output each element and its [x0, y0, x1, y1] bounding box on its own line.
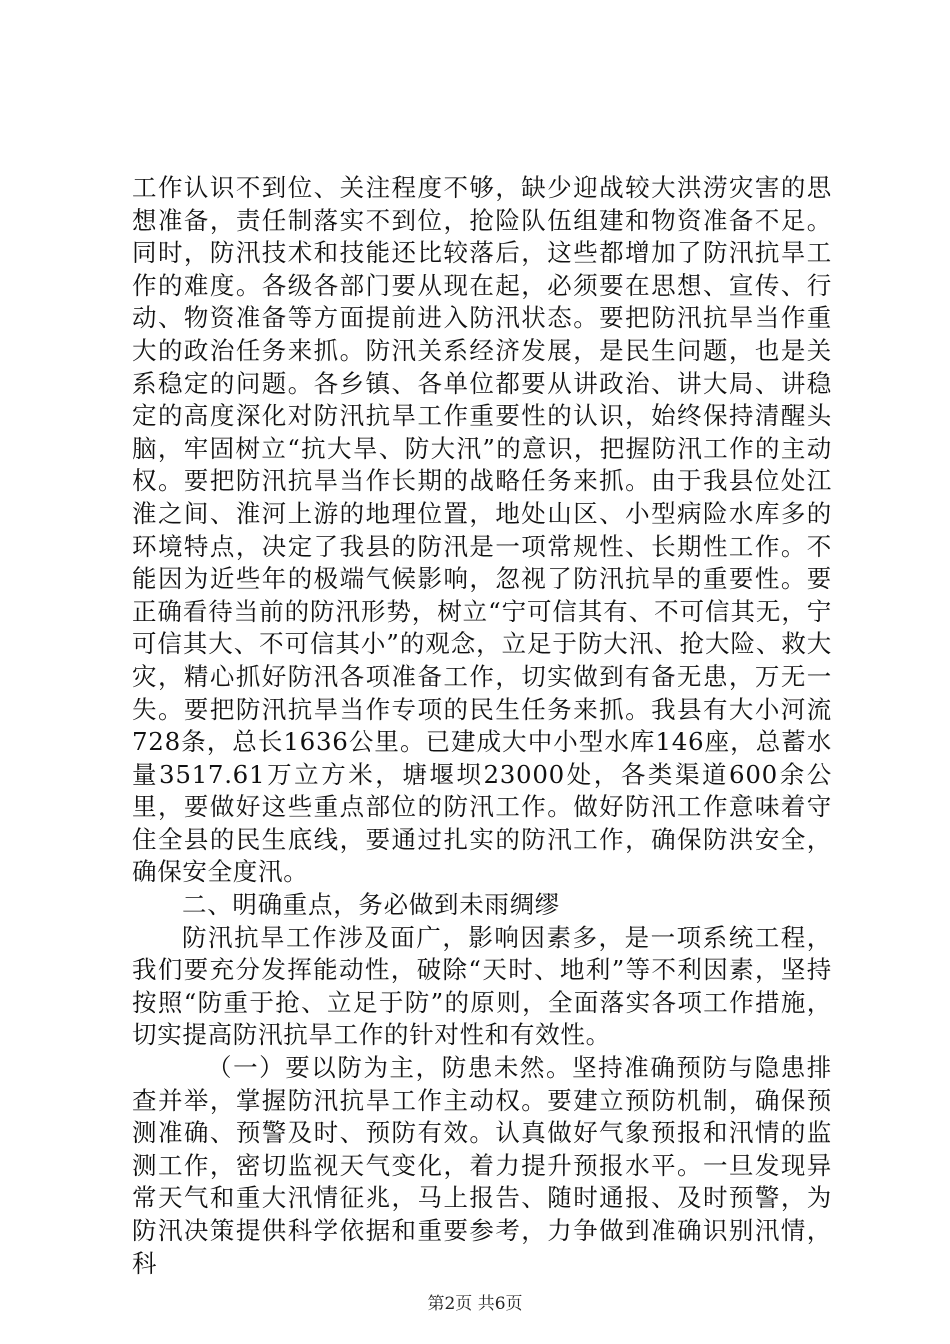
document-body: [132, 172, 832, 1280]
paragraph: （一）要以防为主，防患未然。坚持准确预防与隐患排查并举，掌握防汛抗旱工作主动权。要建立预防机制，确保预测准确、预警及时、预防有效。认真做好气象预报和汛情的监测工作，密切监视天气变化，着力提升预报水平。一旦发现异常天气和重大汛情征兆，马上报告、随时通报、及时预警，为防汛决策提供科学依据和重要参考，力争做到准确识别汛情，科: [132, 1053, 832, 1278]
paragraph: 防汛抗旱工作涉及面广，影响因素多，是一项系统工程，我们要充分发挥能动性，破除“天时、地利”等不利因素，坚持按照“防重于抢、立足于防”的原则，全面落实各项工作措施，切实提高防汛抗旱工作的针对性和有效性。: [132, 922, 832, 1050]
section-heading: 二、明确重点，务必做到未雨绸缪: [182, 890, 560, 920]
paragraph: 工作认识不到位、关注程度不够，缺少迎战较大洪涝灾害的思想准备，责任制落实不到位，抢险队伍组建和物资准备不足。同时，防汛技术和技能还比较落后，这些都增加了防汛抗旱工作的难度。各级各部门要从现在起，必须要在思想、宣传、行动、物资准备等方面提前进入防汛状态。要把防汛抗旱当作重大的政治任务来抓。防汛关系经济发展，是民生问题，也是关系稳定的问题。各乡镇、各单位都要从讲政治、讲大局、讲稳定的高度深化对防汛抗旱工作重要性的认识，始终保持清醒头脑，牢固树立“抗大旱、防大汛”的意识，把握防汛工作的主动权。要把防汛抗旱当作长期的战略任务来抓。由于我县位处江淮之间、淮河上游的地理位置，地处山区、小型病险水库多的环境特点，决定了我县的防汛是一项常规性、长期性工作。不能因为近些年的极端气候影响，忽视了防汛抗旱的重要性。要正确看待当前的防汛形势，树立“宁可信其有、不可信其无，宁可信其大、不可信其小”的观念，立足于防大汛、抢大险、救大灾，精心抓好防汛各项准备工作，切实做到有备无患，万无一失。要把防汛抗旱当作专项的民生任务来抓。我县有大小河流728条，总长1636公里。已建成大中小型水库146座，总蓄水量3517.61万立方米，塘堰坝23000处，各类渠道600余公里，要做好这些重点部位的防汛工作。做好防汛工作意味着守住全县的民生底线，要通过扎实的防汛工作，确保防洪安全，确保安全度汛。: [132, 173, 832, 887]
page-number-footer: 第2页 共6页: [427, 1294, 523, 1314]
